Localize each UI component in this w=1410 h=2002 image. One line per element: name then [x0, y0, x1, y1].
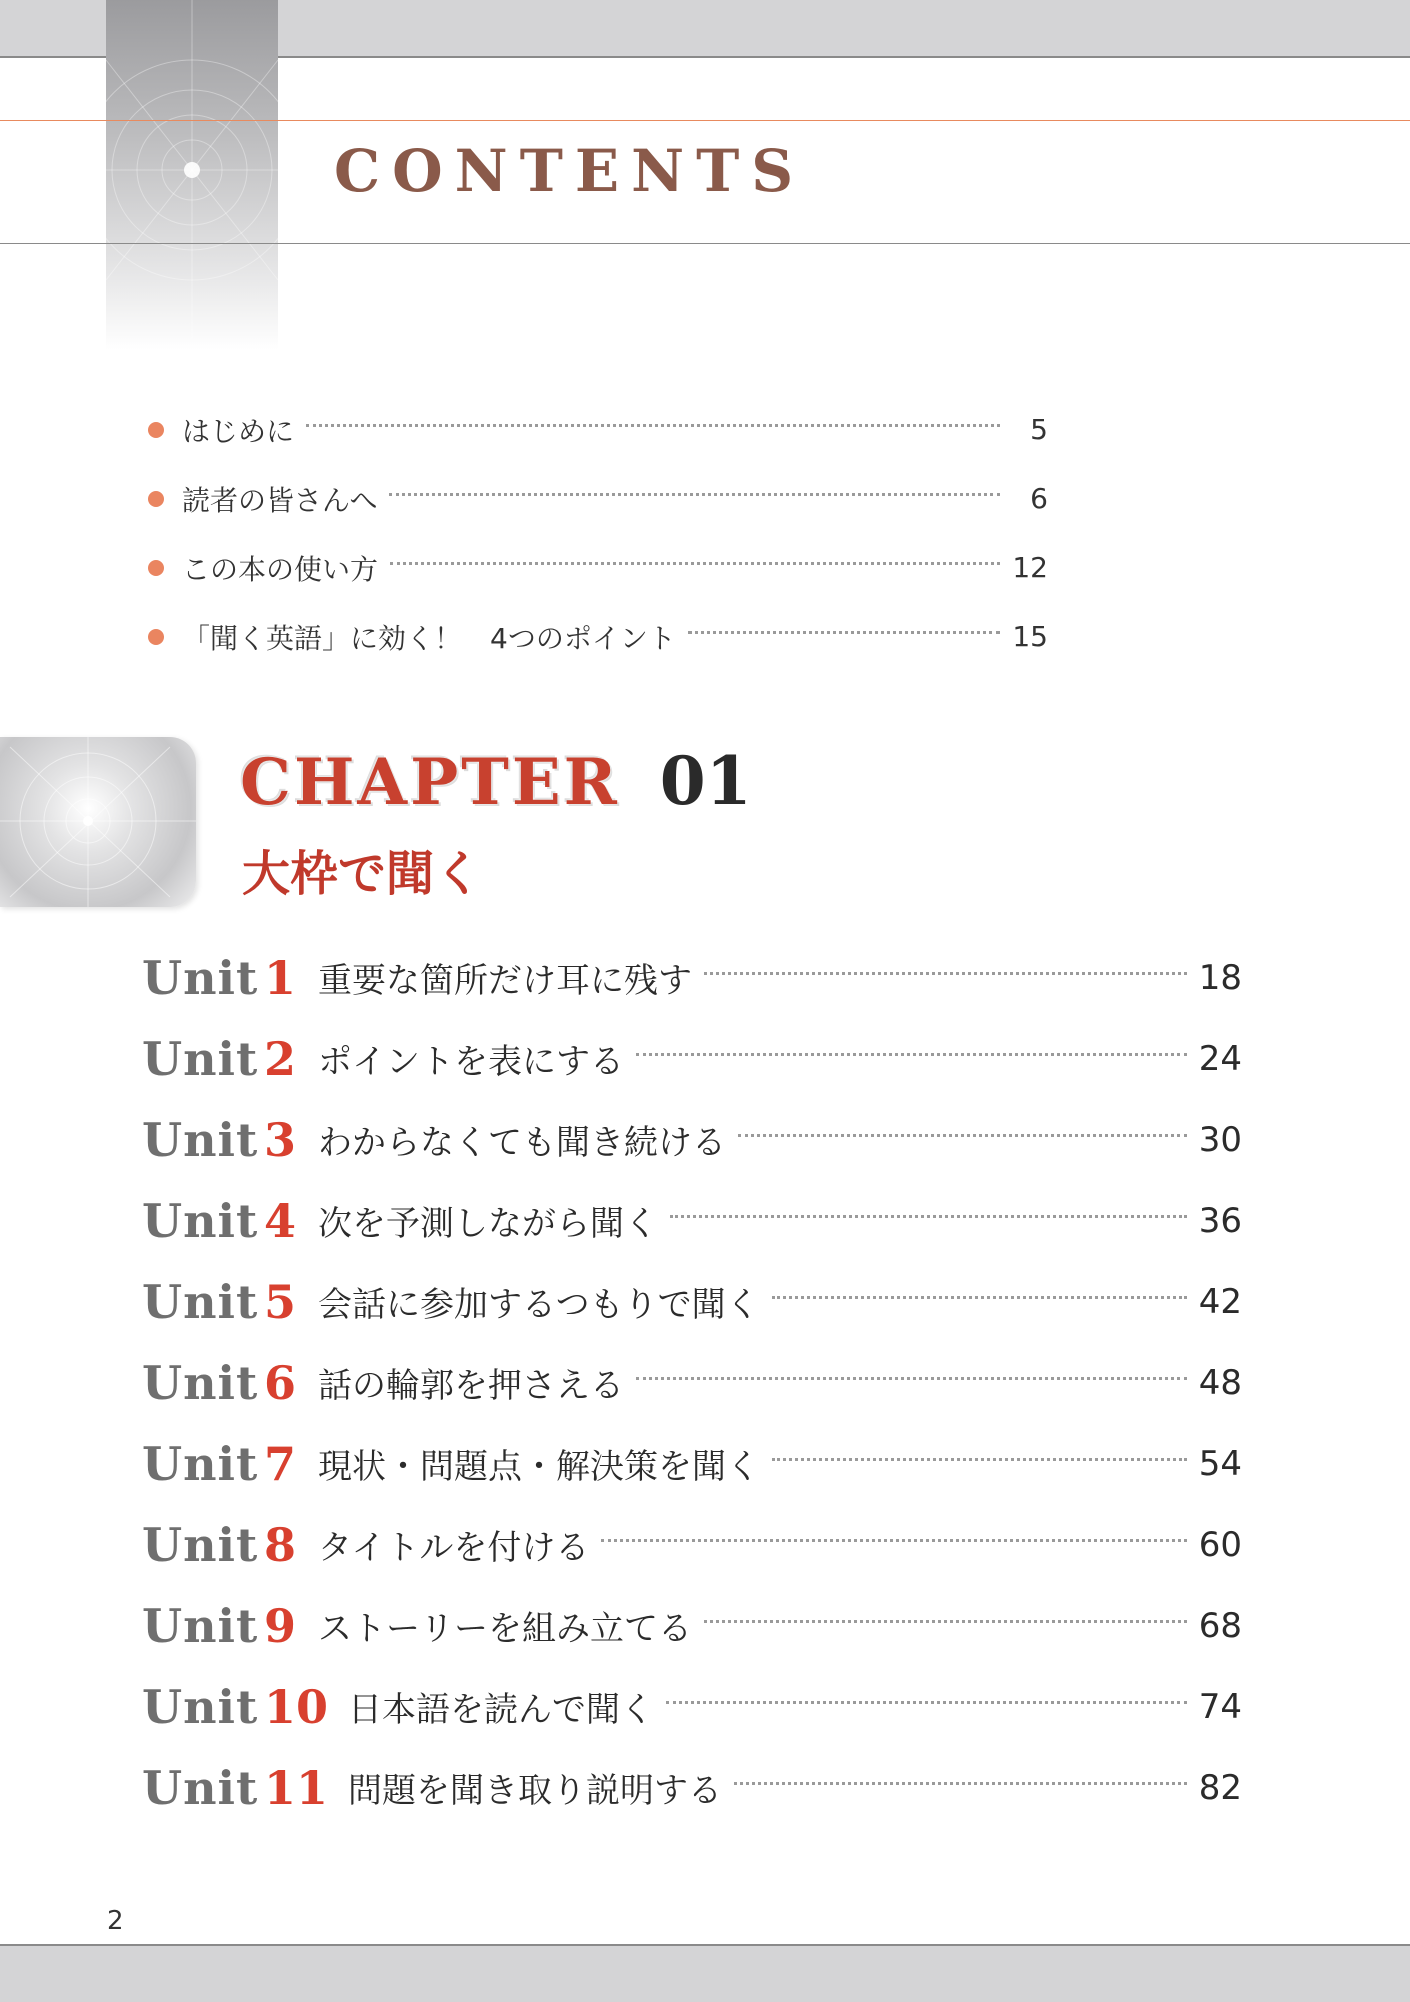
unit-number: 3	[264, 1112, 297, 1167]
unit-row[interactable]	[142, 1585, 1242, 1666]
unit-page: 18	[1198, 957, 1242, 998]
dot-leader	[670, 1215, 1187, 1218]
intro-item-page: 12	[1012, 551, 1048, 584]
intro-item-label: この本の使い方	[182, 552, 379, 586]
bottom-band	[0, 1944, 1410, 2002]
dot-leader	[601, 1539, 1186, 1542]
unit-page: 30	[1198, 1119, 1242, 1160]
intro-list	[148, 395, 1048, 671]
unit-row[interactable]	[142, 1180, 1242, 1261]
unit-title: 重要な箇所だけ耳に残す	[318, 961, 692, 1001]
unit-row[interactable]	[142, 1504, 1242, 1585]
chapter-decorative-box	[0, 737, 196, 907]
dot-leader	[772, 1458, 1187, 1461]
unit-label: Unit	[142, 1274, 259, 1329]
unit-page: 24	[1198, 1038, 1242, 1079]
unit-list	[142, 937, 1242, 1828]
unit-number: 4	[264, 1193, 297, 1248]
dot-leader	[306, 424, 1000, 427]
unit-row[interactable]	[142, 1261, 1242, 1342]
unit-label: Unit	[142, 1031, 259, 1086]
unit-page: 42	[1198, 1281, 1242, 1322]
unit-row[interactable]	[142, 937, 1242, 1018]
unit-label: Unit	[142, 1112, 259, 1167]
intro-item-page: 5	[1030, 413, 1048, 446]
header-rule-orange	[0, 120, 1410, 121]
dot-leader	[772, 1296, 1187, 1299]
unit-title: 会話に参加するつもりで聞く	[318, 1285, 760, 1325]
unit-row[interactable]	[142, 1747, 1242, 1828]
bullet-dot-icon	[148, 629, 164, 645]
unit-page: 54	[1198, 1443, 1242, 1484]
unit-title: 話の輪郭を押さえる	[318, 1366, 624, 1406]
unit-row[interactable]	[142, 1342, 1242, 1423]
bullet-dot-icon	[148, 491, 164, 507]
unit-page: 82	[1198, 1767, 1242, 1808]
unit-label: Unit	[142, 1193, 259, 1248]
dot-leader	[636, 1377, 1187, 1380]
bullet-dot-icon	[148, 560, 164, 576]
dot-leader	[704, 972, 1187, 975]
unit-label: Unit	[142, 1760, 259, 1815]
dot-leader	[666, 1701, 1187, 1704]
dot-leader	[688, 631, 1000, 634]
intro-item-label: 「聞く英語」に効く！ 4つのポイント	[182, 621, 676, 655]
page-number: 2	[107, 1906, 124, 1936]
unit-number: 2	[264, 1031, 297, 1086]
intro-item[interactable]	[148, 395, 1048, 464]
unit-page: 60	[1198, 1524, 1242, 1565]
unit-label: Unit	[142, 1355, 259, 1410]
dot-leader	[390, 562, 1000, 565]
unit-row[interactable]	[142, 1423, 1242, 1504]
unit-title: 日本語を読んで聞く	[348, 1690, 655, 1730]
unit-number: 11	[264, 1760, 329, 1815]
unit-title: 次を予測しながら聞く	[318, 1204, 658, 1244]
unit-number: 9	[264, 1598, 297, 1653]
unit-label: Unit	[142, 1679, 259, 1734]
unit-row[interactable]	[142, 1666, 1242, 1747]
unit-row[interactable]	[142, 1018, 1242, 1099]
unit-number: 7	[264, 1436, 297, 1491]
dot-leader	[636, 1053, 1187, 1056]
unit-title: ストーリーを組み立てる	[318, 1609, 692, 1649]
unit-label: Unit	[142, 1436, 259, 1491]
intro-item-page: 15	[1012, 620, 1048, 653]
unit-page: 48	[1198, 1362, 1242, 1403]
chapter-label: CHAPTER	[240, 745, 620, 820]
unit-label: Unit	[142, 1517, 259, 1572]
unit-number: 6	[264, 1355, 297, 1410]
dot-leader	[389, 493, 1000, 496]
unit-row[interactable]	[142, 1099, 1242, 1180]
unit-label: Unit	[142, 1598, 259, 1653]
unit-number: 5	[264, 1274, 297, 1329]
bullet-dot-icon	[148, 422, 164, 438]
header-rule-gray	[0, 243, 1410, 244]
unit-title: タイトルを付ける	[318, 1528, 590, 1568]
unit-title: 現状・問題点・解決策を聞く	[318, 1447, 760, 1487]
unit-title: わからなくても聞き続ける	[318, 1123, 726, 1163]
intro-item[interactable]	[148, 464, 1048, 533]
chapter-number: 01	[659, 742, 752, 820]
intro-item-label: はじめに	[182, 414, 295, 448]
chapter-title: 大枠で聞く	[242, 846, 483, 902]
unit-title: ポイントを表にする	[318, 1042, 624, 1082]
dot-leader	[738, 1134, 1187, 1137]
unit-page: 74	[1198, 1686, 1242, 1727]
unit-page: 36	[1198, 1200, 1242, 1241]
intro-item[interactable]	[148, 602, 1048, 671]
unit-label: Unit	[142, 950, 259, 1005]
decorative-pattern-strip	[106, 0, 278, 350]
contents-title: CONTENTS	[334, 137, 806, 205]
intro-item[interactable]	[148, 533, 1048, 602]
unit-number: 1	[264, 950, 297, 1005]
unit-title: 問題を聞き取り説明する	[348, 1771, 723, 1811]
chapter-heading	[240, 742, 752, 820]
intro-item-page: 6	[1030, 482, 1048, 515]
dot-leader	[734, 1782, 1187, 1785]
unit-number: 8	[264, 1517, 297, 1572]
intro-item-label: 読者の皆さんへ	[182, 483, 378, 517]
dot-leader	[704, 1620, 1187, 1623]
unit-page: 68	[1198, 1605, 1242, 1646]
unit-number: 10	[264, 1679, 329, 1734]
